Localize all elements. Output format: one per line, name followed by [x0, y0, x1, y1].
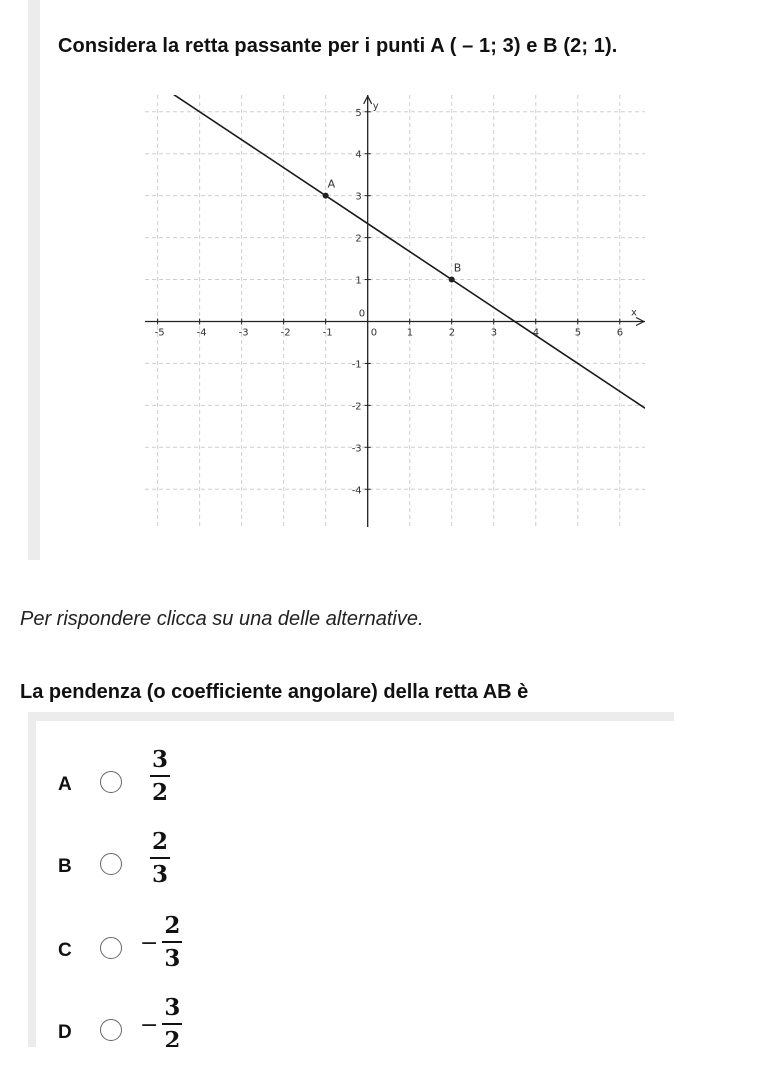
numerator: 3 [164, 994, 181, 1021]
x-tick-label: 1 [406, 327, 414, 339]
y-tick-label: -3 [351, 443, 362, 455]
numerator: 3 [151, 746, 168, 773]
radio-button[interactable] [100, 937, 122, 959]
line-ab [156, 95, 645, 408]
cartesian-graph [145, 95, 645, 527]
y-axis-label: y [372, 101, 379, 112]
x-tick-label: 2 [448, 327, 456, 339]
x-tick-label: -1 [322, 327, 333, 339]
answer-options-panel [28, 712, 674, 1047]
option-letter: B [58, 856, 72, 877]
numerator: 2 [164, 912, 181, 939]
x-tick-label: 4 [532, 327, 540, 339]
option-letter: D [58, 1022, 72, 1043]
y-tick-label: -4 [351, 485, 362, 497]
x-axis-label: x [631, 307, 637, 319]
denominator: 3 [164, 945, 181, 972]
point-a [323, 193, 329, 199]
x-tick-label: -5 [154, 327, 165, 339]
x-tick-label: -3 [238, 327, 249, 339]
x-tick-label: 6 [616, 327, 624, 339]
point-label-b: B [453, 261, 462, 275]
x-tick-label: -2 [280, 327, 291, 339]
y-tick-label: 5 [355, 107, 362, 119]
instruction-text: Per rispondere clicca su una delle alternative. [20, 608, 424, 630]
y-tick-label: -2 [351, 401, 362, 413]
denominator: 3 [151, 861, 168, 888]
x-tick-label: 3 [490, 327, 498, 339]
fraction [140, 993, 182, 1047]
minus-sign: − [140, 930, 159, 956]
fraction [140, 911, 182, 975]
y-tick-label: 4 [355, 149, 362, 161]
point-label-a: A [327, 177, 336, 191]
option-letter: A [58, 774, 72, 795]
question-text: Considera la retta passante per i punti A ( – 1; 3) e B (2; 1). [58, 35, 618, 57]
denominator: 2 [151, 779, 168, 806]
y-tick-label: -1 [351, 359, 362, 371]
y-tick-label: 1 [355, 275, 362, 287]
minus-sign: − [140, 1012, 159, 1038]
x-tick-label: 5 [574, 327, 582, 339]
y-tick-label: 3 [355, 191, 362, 203]
option-b[interactable] [36, 823, 636, 903]
question-prompt: La pendenza (o coefficiente angolare) della retta AB è [20, 681, 529, 703]
x-tick-label: 0 [370, 327, 378, 339]
x-tick-label: -4 [196, 327, 207, 339]
y-tick-label: 2 [355, 233, 362, 245]
radio-button[interactable] [100, 771, 122, 793]
numerator: 2 [151, 828, 168, 855]
option-c[interactable] [36, 907, 636, 987]
fraction [146, 745, 170, 809]
radio-button[interactable] [100, 853, 122, 875]
origin-label: 0 [358, 308, 366, 320]
option-a[interactable] [36, 741, 636, 821]
option-d[interactable] [36, 989, 636, 1047]
radio-button[interactable] [100, 1019, 122, 1041]
point-b [449, 277, 455, 283]
fraction [146, 827, 170, 891]
denominator: 2 [164, 1027, 181, 1047]
option-letter: C [58, 940, 72, 961]
